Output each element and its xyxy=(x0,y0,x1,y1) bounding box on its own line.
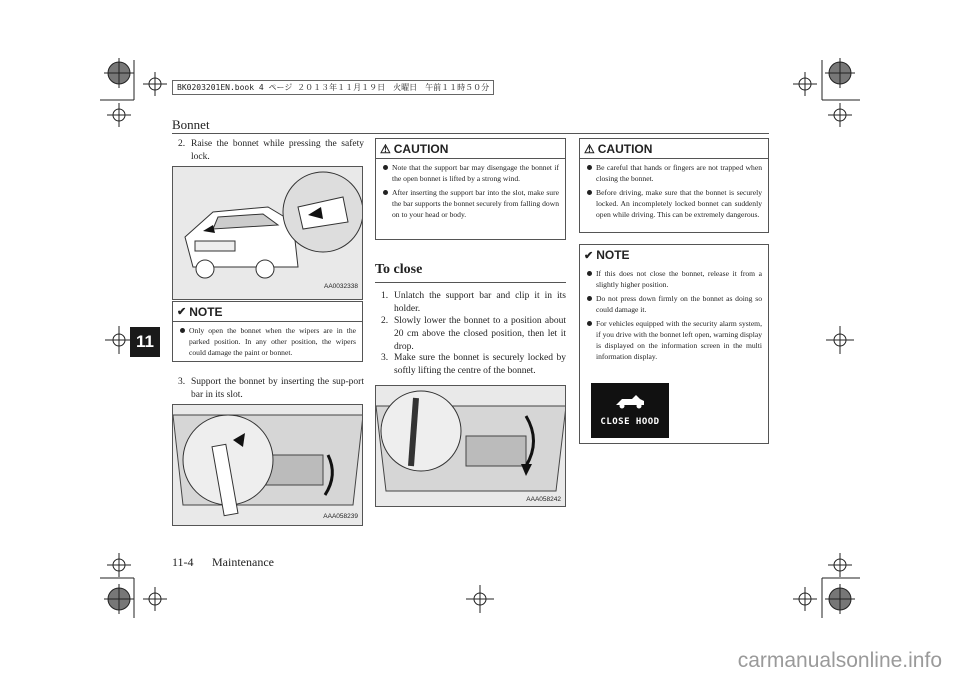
note-bullet: Only open the bonnet when the wipers are in the parked position. In any other position, the wipers could damage the paint or bonnet. xyxy=(178,325,356,358)
bullet-icon xyxy=(587,271,592,276)
section-title-to-close: To close xyxy=(375,262,566,283)
note-bullet: If this does not close the bonnet, release it from a slightly higher position. xyxy=(585,268,762,290)
caution-title: CAUTION xyxy=(597,141,653,156)
chapter-tab: 11 xyxy=(130,327,160,357)
warning-icon: ⚠ xyxy=(584,141,595,156)
close-hood-display xyxy=(591,383,669,438)
step-text: Raise the bonnet while pressing the safety lock. xyxy=(191,139,364,162)
bullet-icon xyxy=(383,190,388,195)
step-text: Unlatch the support bar and clip it in its holder. xyxy=(394,291,566,314)
note-box-left xyxy=(172,301,363,362)
bullet-icon xyxy=(587,165,592,170)
step-number: 2. xyxy=(178,139,186,149)
close-step-2 xyxy=(381,315,566,354)
caution-bullet: Before driving, make sure that the bonnet is securely locked. An incompletely locked bonnet can suddenly open while driving. This can be extremely dangerous. xyxy=(585,187,762,220)
step-text: Support the bonnet by inserting the sup-port bar in its slot. xyxy=(191,377,364,400)
note-header xyxy=(173,302,362,322)
note-bullet: Do not press down firmly on the bonnet as doing so could damage it. xyxy=(585,293,762,315)
step-number: 3. xyxy=(381,353,389,363)
header-rule xyxy=(172,133,769,134)
warning-icon: ⚠ xyxy=(380,141,391,156)
figure-code: AAA058239 xyxy=(323,513,358,520)
note-header xyxy=(580,245,768,265)
file-header: BK0203201EN.book 4 ページ ２０１３年１１月１９日 火曜日 午前１１時５０分 xyxy=(172,80,494,95)
note-title: NOTE xyxy=(189,304,223,319)
note-box-right xyxy=(579,244,769,444)
watermark: carmanualsonline.info xyxy=(737,649,942,672)
close-step-3 xyxy=(381,352,566,378)
page-number: 11-4 xyxy=(172,555,194,569)
step-number: 1. xyxy=(381,291,389,301)
step-number: 2. xyxy=(381,316,389,326)
check-icon: ✔ xyxy=(177,306,187,318)
figure-raise-bonnet xyxy=(172,166,363,300)
step-text: Make sure the bonnet is securely locked by softly lifting the centre of the bonnet. xyxy=(394,353,566,376)
note-bullet: For vehicles equipped with the security alarm system, if you drive with the bonnet left open, warning display is displayed on the information screen in the multi information display. xyxy=(585,318,762,362)
bullet-icon xyxy=(180,328,185,333)
caution-title: CAUTION xyxy=(393,141,449,156)
caution-bullet: Be careful that hands or fingers are not trapped when closing the bonnet. xyxy=(585,162,762,184)
bullet-icon xyxy=(383,165,388,170)
caution-box-right xyxy=(579,138,769,233)
car-illustration xyxy=(173,167,363,300)
caution-header xyxy=(580,139,768,159)
figure-support-bar xyxy=(172,404,363,526)
note-title: NOTE xyxy=(596,248,630,262)
section-name: Maintenance xyxy=(212,555,274,569)
page-title: Bonnet xyxy=(172,117,210,132)
caution-box-middle xyxy=(375,138,566,240)
caution-bullet: Note that the support bar may disengage the bonnet if the open bonnet is lifted by a strong wind. xyxy=(381,162,559,184)
engine-bay-illustration xyxy=(376,386,566,507)
car-hood-open-icon xyxy=(610,390,650,412)
bullet-icon xyxy=(587,190,592,195)
engine-bay-illustration xyxy=(173,405,363,526)
figure-close-bonnet xyxy=(375,385,566,507)
figure-code: AA0032338 xyxy=(324,283,358,290)
caution-bullet: After inserting the support bar into the slot, make sure the bar supports the bonnet securely from falling down on to your head or body. xyxy=(381,187,559,220)
display-text: CLOSE HOOD xyxy=(600,417,660,427)
bullet-icon xyxy=(587,296,592,301)
close-step-1 xyxy=(381,290,566,316)
check-icon: ✔ xyxy=(584,249,594,262)
bullet-icon xyxy=(587,321,592,326)
step-3 xyxy=(178,376,364,402)
step-2 xyxy=(178,138,364,164)
figure-code: AAA058242 xyxy=(526,496,561,503)
step-text: Slowly lower the bonnet to a position about 20 cm above the closed position, then let it drop. xyxy=(394,316,566,352)
caution-header xyxy=(376,139,565,159)
step-number: 3. xyxy=(178,377,186,387)
